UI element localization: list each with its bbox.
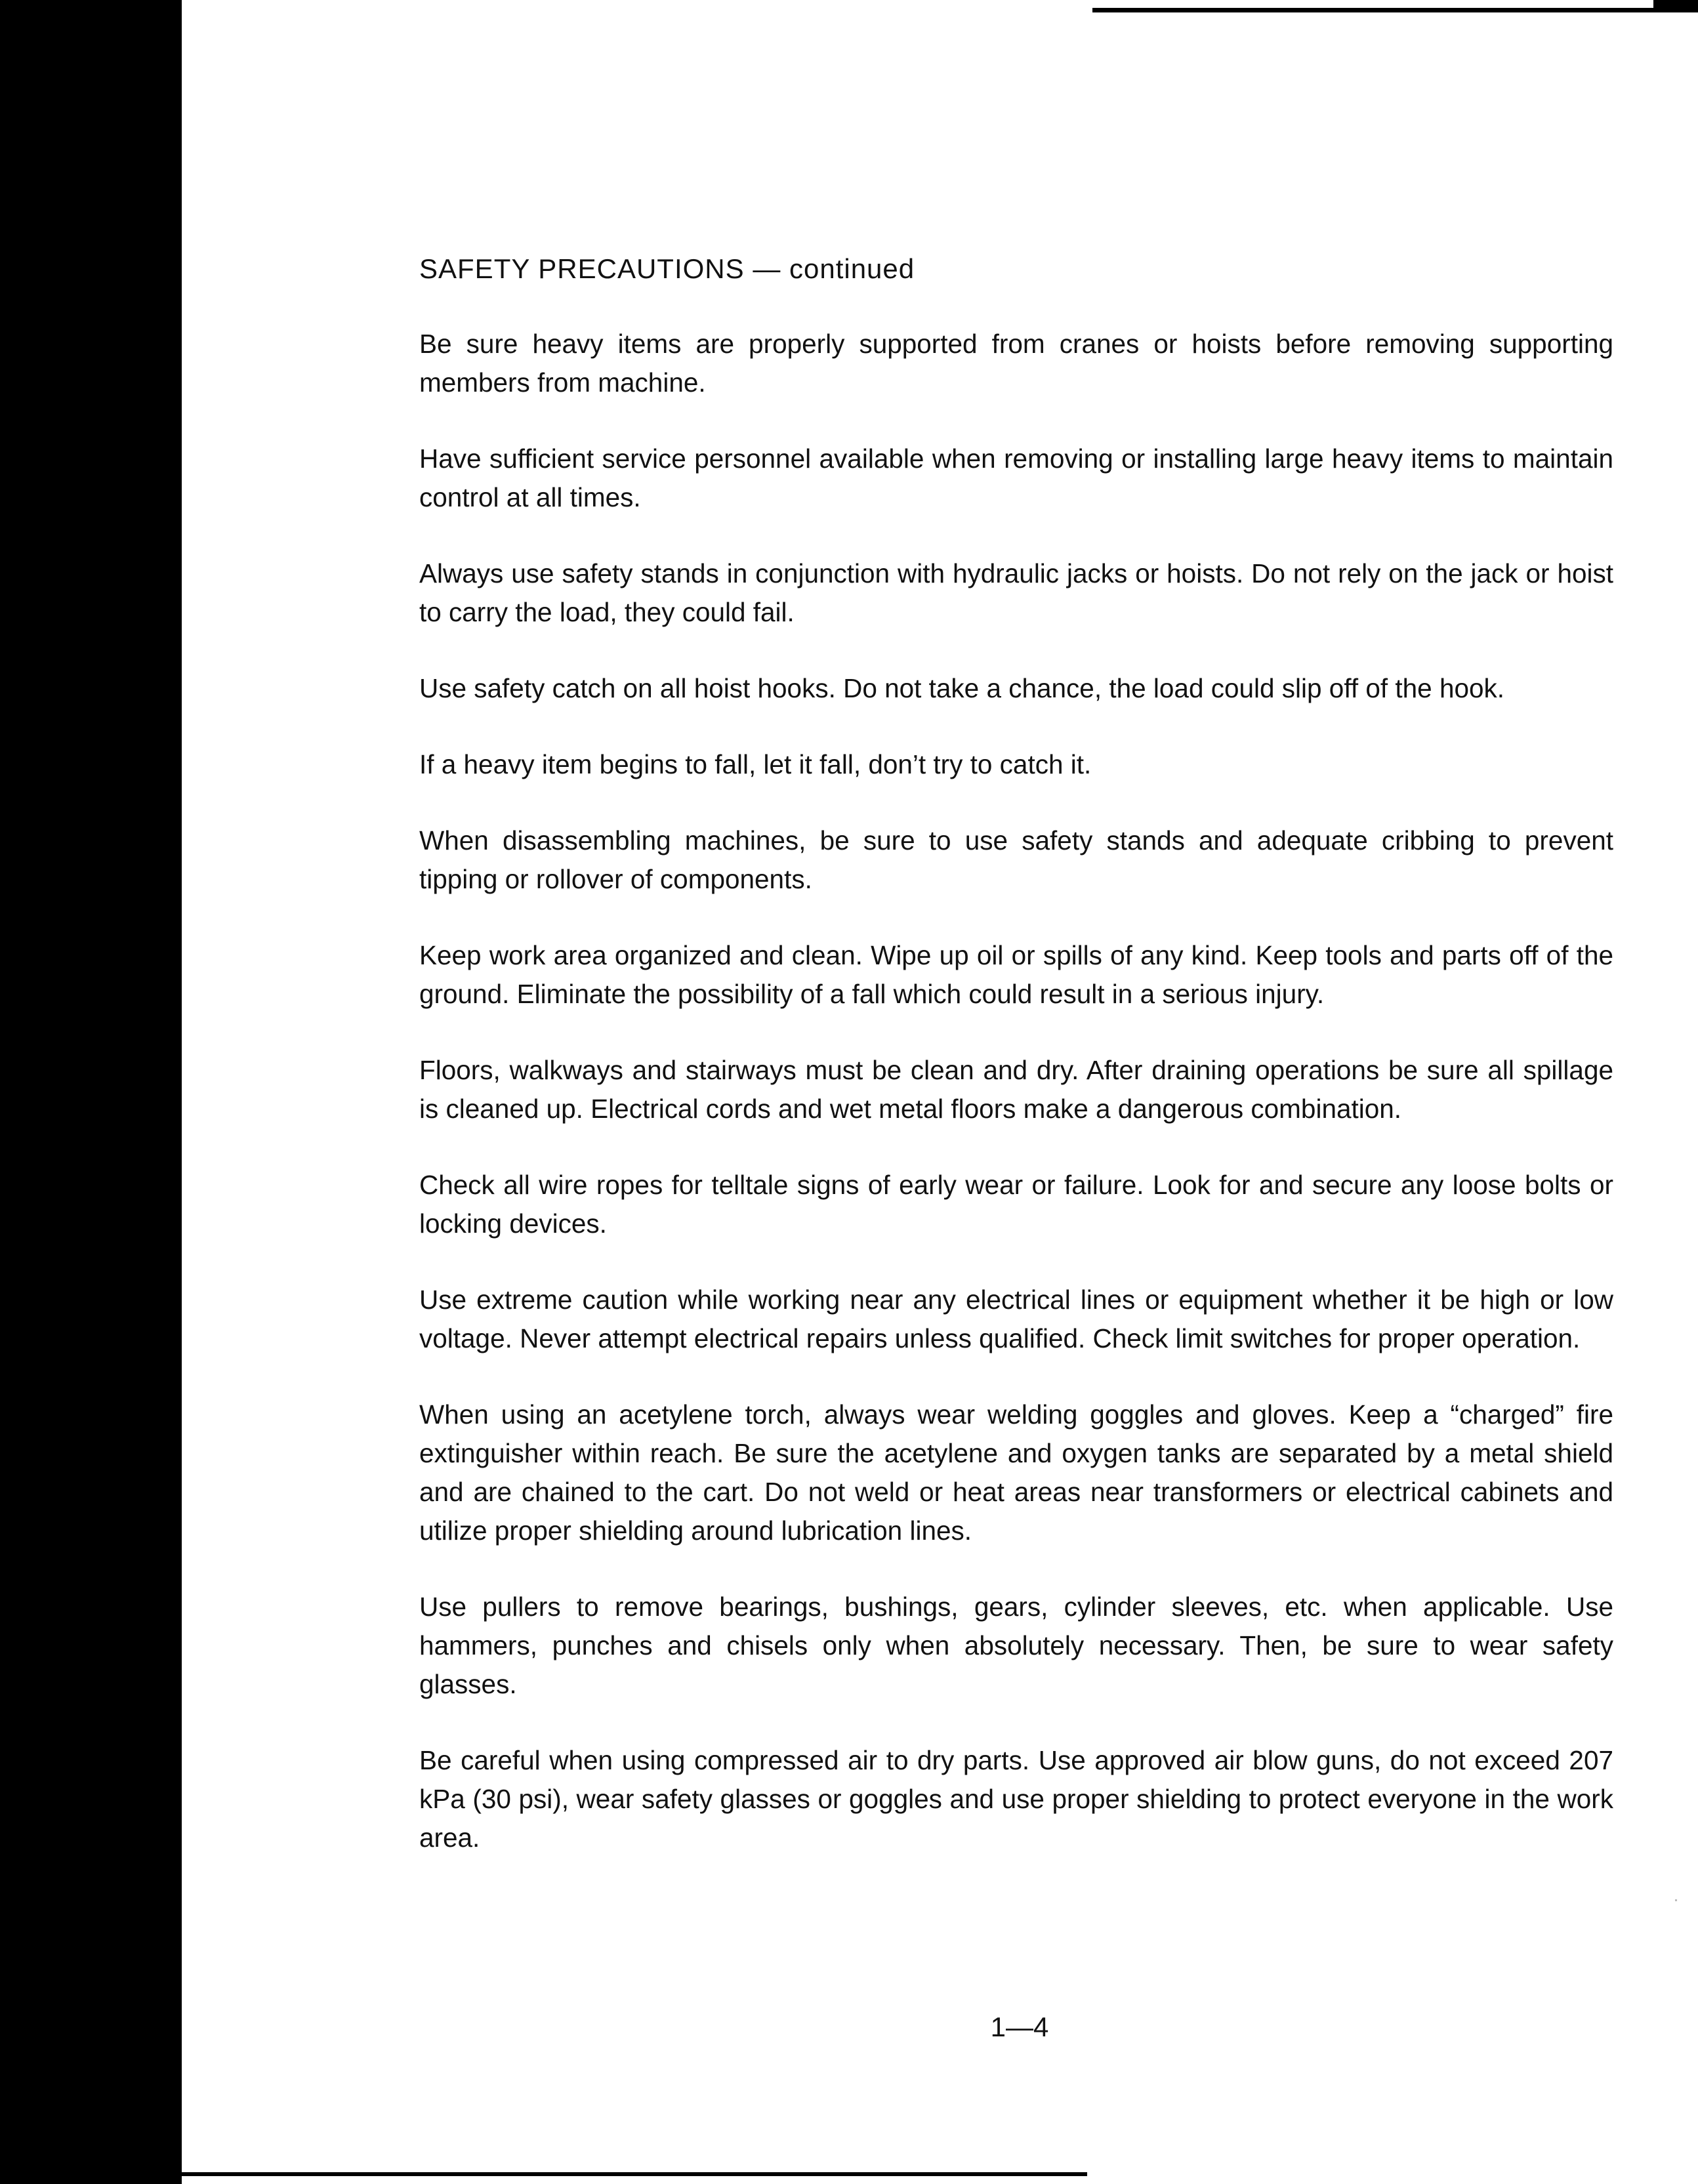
paragraph-safety-stands: Always use safety stands in conjunction with hydraulic jacks or hoists. Do not rely on the jack or hoist to carry the load, they could fail. <box>419 558 1613 627</box>
paragraph-falling-item: If a heavy item begins to fall, let it fall, don’t try to catch it. <box>419 749 1092 779</box>
top-rule-line <box>1092 8 1698 12</box>
page-content <box>419 249 1613 1895</box>
paragraph-acetylene-torch: When using an acetylene torch, always wear welding goggles and gloves. Keep a “charged” fire extinguisher within reach. Be sure the acetylene and oxygen tanks are separated by a metal shield and are chained to the cart. Do not weld or heat areas near transformers or electrical cabinets and utilize proper shielding around lubrication lines. <box>419 1399 1613 1546</box>
paragraph-pullers: Use pullers to remove bearings, bushings, gears, cylinder sleeves, etc. when applicable. Use hammers, punches and chisels only when absolutely necessary. Then, be sure to wear safety glasses. <box>419 1592 1613 1699</box>
paragraph-floors: Floors, walkways and stairways must be clean and dry. After draining operations be sure all spillage is cleaned up. Electrical cords and wet metal floors make a dangerous combination. <box>419 1055 1613 1124</box>
paragraph-compressed-air: Be careful when using compressed air to dry parts. Use approved air blow guns, do not exceed 207 kPa (30 psi), wear safety glasses or goggles and use proper shielding to protect everyone in the work area. <box>419 1745 1613 1853</box>
paragraph-disassembling: When disassembling machines, be sure to use safety stands and adequate cribbing to prevent tipping or rollover of components. <box>419 825 1613 894</box>
page-number: 1—4 <box>990 2011 1049 2042</box>
paragraph-work-area: Keep work area organized and clean. Wipe up oil or spills of any kind. Keep tools and parts off of the ground. Eliminate the possibility of a fall which could result in a serious injury. <box>419 940 1613 1009</box>
paragraph-safety-catch: Use safety catch on all hoist hooks. Do not take a chance, the load could slip off of the hook. <box>419 673 1505 703</box>
bottom-rule-line <box>182 2172 1087 2176</box>
scan-black-edge <box>0 0 182 2184</box>
scan-speck <box>1675 1899 1677 1901</box>
paragraph-wire-ropes: Check all wire ropes for telltale signs of early wear or failure. Look for and secure any loose bolts or locking devices. <box>419 1170 1613 1239</box>
paragraph-heavy-items-support: Be sure heavy items are properly supported from cranes or hoists before removing supporting members from machine. <box>419 329 1613 398</box>
section-heading: SAFETY PRECAUTIONS — continued <box>419 253 915 284</box>
paragraph-service-personnel: Have sufficient service personnel available when removing or installing large heavy items to maintain control at all times. <box>419 443 1613 512</box>
paragraph-electrical: Use extreme caution while working near any electrical lines or equipment whether it be high or low voltage. Never attempt electrical repairs unless qualified. Check limit switches for proper operation. <box>419 1285 1613 1353</box>
top-rule-corner <box>1653 0 1698 12</box>
